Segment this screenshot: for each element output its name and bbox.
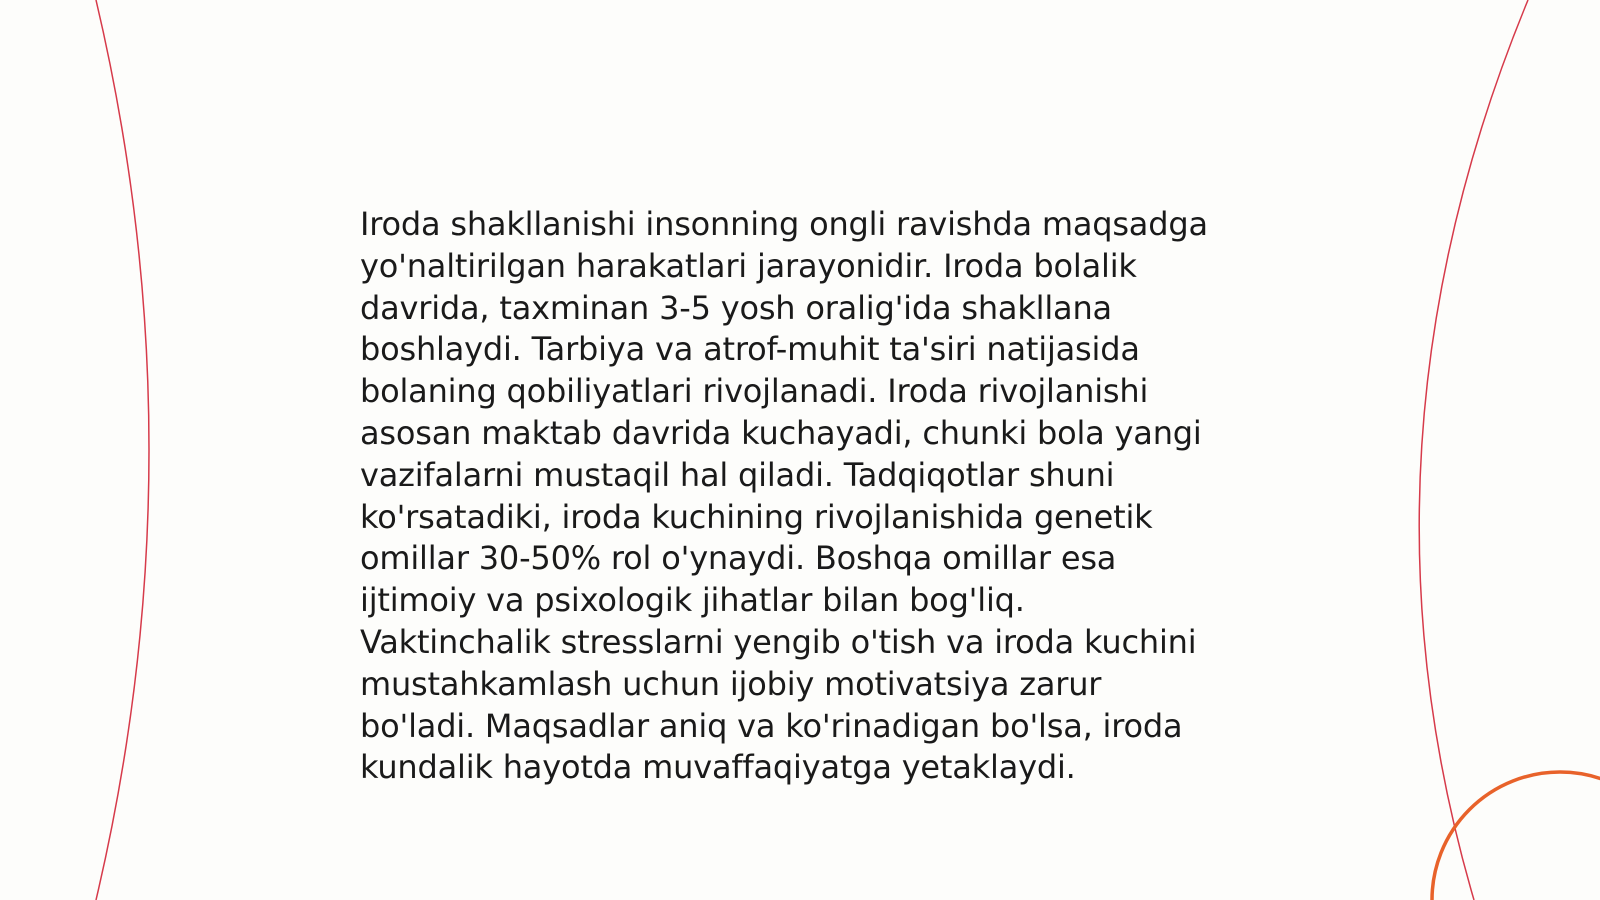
body-paragraph [360, 204, 1260, 789]
left-curve-line [96, 0, 149, 900]
paragraph-line: vazifalarni mustaqil hal qiladi. Tadqiqotlar shuni [360, 455, 1115, 494]
paragraph-line: kundalik hayotda muvaffaqiyatga yetaklaydi. [360, 748, 1076, 787]
paragraph-line: omillar 30-50% rol o'ynaydi. Boshqa omillar esa [360, 539, 1117, 578]
paragraph-line: ko'rsatadiki, iroda kuchining rivojlanishida genetik [360, 497, 1153, 536]
paragraph-line: Iroda shakllanishi insonning ongli ravishda maqsadga [360, 205, 1208, 243]
paragraph-line: boshlaydi. Tarbiya va atrof-muhit ta'siri natijasida [360, 330, 1140, 369]
paragraph-line: mustahkamlash uchun ijobiy motivatsiya zarur [360, 664, 1102, 703]
paragraph-line: bolaning qobiliyatlari rivojlanadi. Iroda rivojlanishi [360, 372, 1149, 411]
right-curve-line [1419, 0, 1528, 900]
paragraph-line: asosan maktab davrida kuchayadi, chunki bola yangi [360, 413, 1202, 452]
paragraph-line: ijtimoiy va psixologik jihatlar bilan bog'liq. [360, 581, 1025, 620]
paragraph-line: davrida, taxminan 3-5 yosh oralig'ida shakllana [360, 288, 1112, 327]
paragraph-line: yo'naltirilgan harakatlari jarayonidir. Iroda bolalik [360, 246, 1137, 285]
paragraph-line: bo'ladi. Maqsadlar aniq va ko'rinadigan bo'lsa, iroda [360, 706, 1183, 745]
paragraph-line: Vaktinchalik stresslarni yengib o'tish va iroda kuchini [360, 622, 1197, 661]
